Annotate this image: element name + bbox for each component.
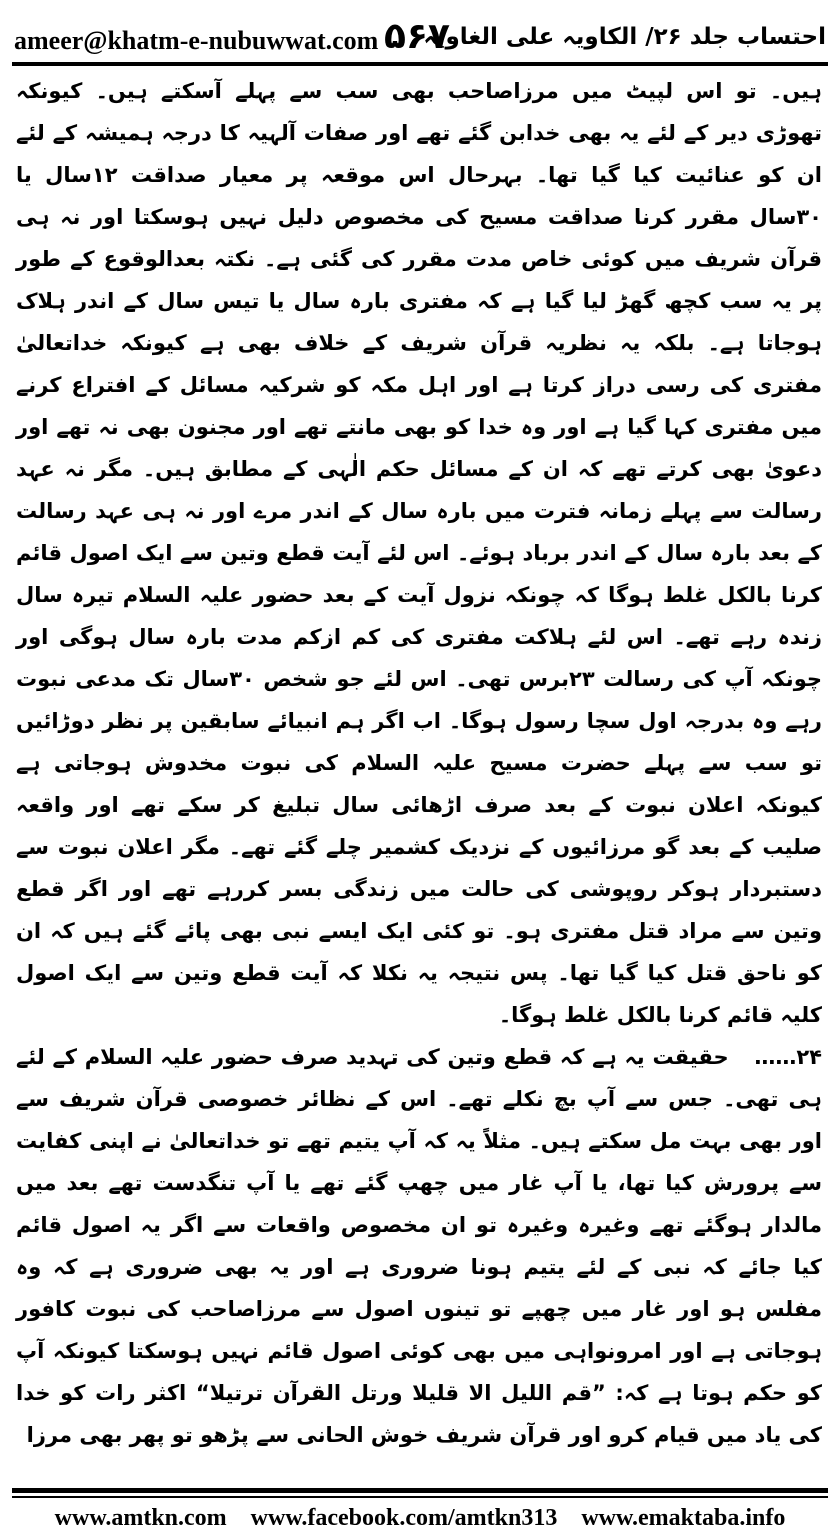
footer-link-amtkn[interactable]: www.amtkn.com <box>54 1505 227 1531</box>
header-rule <box>12 62 828 66</box>
page-body <box>16 70 822 1456</box>
paragraph-text-end: اکثر رات کو خدا کی یاد میں قیام کرو اور قرآن شریف خوش الحانی سے پڑھو تو پھر بھی مرزا <box>16 1381 822 1447</box>
page-footer <box>0 1505 840 1532</box>
footer-rule <box>12 1488 828 1493</box>
paragraph-number: ۲۴…… <box>746 1045 822 1069</box>
quran-quote: ”قم اللیل الا قلیلا ورتل القرآن ترتیلا“ <box>195 1381 606 1405</box>
paragraph: ہیں۔ تو اس لپیٹ میں مرزاصاحب بھی سب سے پہلے آسکتے ہیں۔ کیونکہ تھوڑی دیر کے لئے یہ بھی خدابن گئے تھے اور صفات آلہیہ کا درجہ ہمیشہ کے لئے ان کو عنائیت کیا گیا تھا۔ بہرحال اس موقعہ پر معیار صداقت ۱۲سال یا ۳۰سال مقرر کرنا صداقت مسیح کی مخصوص دلیل نہیں ہوسکتا اور نہ ہی قرآن شریف میں کوئی خاص مدت مقرر کی گئی ہے۔ نکتہ بعدالوقوع کے طور پر یہ سب کچھ گھڑ لیا گیا ہے کہ مفتری بارہ سال یا تیس سال کے اندر ہلاک ہوجاتا ہے۔ بلکہ یہ نظریہ قرآن شریف کے خلاف بھی ہے کیونکہ خداتعالیٰ مفتری کی رسی دراز کرتا ہے اور اہل مکہ کو شرکیہ مسائل کے افتراع کرنے میں مفتری کہا گیا ہے اور وہ خدا کو بھی مانتے تھے اور مجنون بھی نہ تھے اور دعویٰ بھی کرتے تھے کہ ان کے مسائل حکم الٰہی کے مطابق ہیں۔ مگر نہ عہد رسالت سے پہلے زمانہ فترت میں بارہ سال کے اندر مرے اور نہ ہی عہد رسالت کے بعد بارہ سال کے اندر برباد ہوئے۔ اس لئے آیت قطع وتین سے ایک اصول قائم کرنا بالکل غلط ہوگا کہ چونکہ نزول آیت کے بعد حضور علیہ السلام تیرہ سال زندہ رہے تھے۔ اس لئے ہلاکت مفتری کی کم ازکم مدت بارہ سال ہوگی اور چونکہ آپ کی رسالت ۲۳برس تھی۔ اس لئے جو شخص ۳۰سال تک مدعی نبوت رہے وہ بدرجہ اول سچا رسول ہوگا۔ اب اگر ہم انبیائے سابقین پر نظر دوڑائیں تو سب سے پہلے حضرت مسیح علیہ السلام کی نبوت مخدوش ہوجاتی ہے کیونکہ اعلان نبوت کے بعد صرف اڑھائی سال تبلیغ کر سکے تھے اور واقعہ صلیب کے بعد گو مرزائیوں کے نزدیک کشمیر چلے گئے تھے۔ مگر اعلان نبوت سے دستبردار ہوکر روپوشی کی حالت میں زندگی بسر کررہے تھے اور اگر قطع وتین سے مراد قتل مفتری ہو۔ تو کئی ایک ایسے نبی بھی پائے گئے ہیں کہ ان کو ناحق قتل کیا گیا تھا۔ پس نتیجہ یہ نکلا کہ آیت قطع وتین سے ایک اصول کلیہ قائم کرنا بالکل غلط ہوگا۔ <box>16 79 822 1027</box>
header-title: احتساب جلد ۲۶/ الکاویہ علی الغاویہ <box>423 24 826 50</box>
paragraph-24 <box>16 1036 822 1456</box>
footer-link-emaktaba[interactable]: www.emaktaba.info <box>581 1505 786 1531</box>
page-header <box>0 0 840 80</box>
footer-link-facebook[interactable]: www.facebook.com/amtkn313 <box>250 1505 558 1531</box>
paragraph-text: حقیقت یہ ہے کہ قطع وتین کی تہدید صرف حضور علیہ السلام کے لئے ہی تھی۔ جس سے آپ بچ نکلے تھے۔ اس کے نظائر خصوصی قرآن شریف سے اور بھی بہت مل سکتے ہیں۔ مثلاً یہ کہ آپ یتیم تھے تو خداتعالیٰ نے اپنی کفایت سے پرورش کیا تھا، یا آپ غار میں چھپ گئے تھے یا آپ تنگدست تھے بعد میں مالدار ہوگئے تھے وغیرہ وغیرہ تو ان مخصوص واقعات سے اگر یہ اصول قائم کیا جائے کہ نبی کے لئے یتیم ہونا ضروری ہے اور یہ بھی ضروری ہے کہ وہ مفلس ہو اور غار میں چھپے تو تینوں اصول سے مرزاصاحب کی نبوت کافور ہوجاتی ہے اور امرونواہی میں بھی کوئی اصول قائم نہیں ہوسکتا کیونکہ آپ کو حکم ہوتا ہے کہ: <box>16 1045 822 1405</box>
footer-rule-thin <box>12 1496 828 1498</box>
page-number: ۵۶۷ <box>384 16 450 57</box>
header-email: ameer@khatm-e-nubuwwat.com <box>14 26 379 55</box>
